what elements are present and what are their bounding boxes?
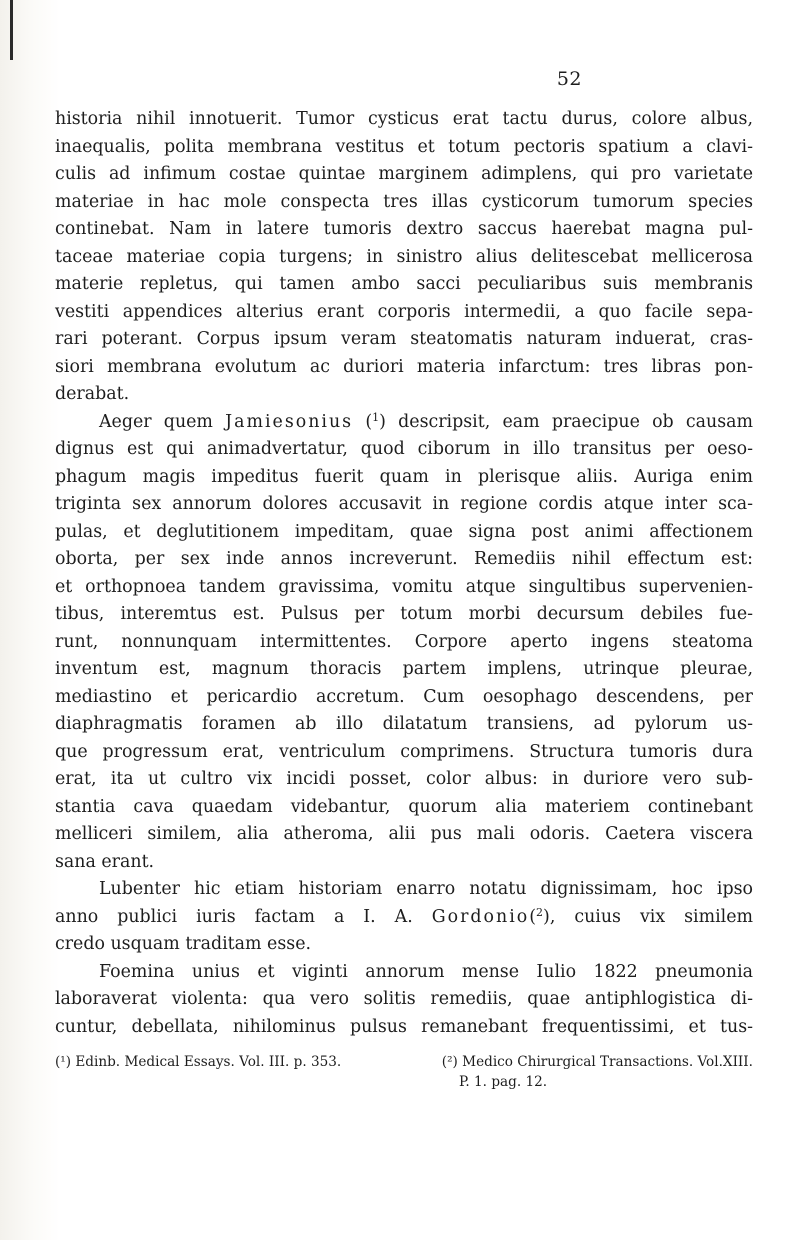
text-line: taceae materiae copia turgens; in sinistro alius delitescebat mellicerosa	[55, 246, 753, 267]
text-line: melliceri similem, alia atheroma, alii pus mali odoris. Caetera viscera	[55, 824, 753, 844]
text-fragment: descripsit, eam praecipue ob causam	[385, 411, 753, 432]
author-name: Gordonio	[431, 906, 530, 927]
text-line: siori membrana evolutum ac duriori materia infarctum: tres libras pon-	[55, 356, 753, 377]
text-fragment: , cuius vix similem	[549, 906, 753, 927]
author-name: Jamiesonius	[225, 411, 354, 432]
text-line: oborta, per sex inde annos increverunt. Remediis nihil effectum est:	[55, 549, 753, 569]
text-line: sana erant.	[55, 851, 155, 872]
text-line: materie repletus, qui tamen ambo sacci peculiaribus suis membranis	[55, 274, 753, 294]
text-line: dignus est qui animadvertatur, quod ciborum in illo transitus per oeso-	[55, 439, 753, 459]
text-line: Aeger quem Jamiesonius ($^1$) descripsit, eam praecipue ob causam	[99, 410, 753, 432]
footnote-ref: 1	[372, 410, 380, 424]
text-line: continebat. Nam in latere tumoris dextro saccus haerebat magna pul-	[55, 219, 753, 239]
text-line: inventum est, magnum thoracis partem implens, utrinque pleurae,	[55, 659, 753, 679]
text-line: historia nihil innotuerit. Tumor cysticus erat tactu durus, colore albus,	[55, 109, 753, 129]
text-line: credo usquam traditam esse.	[55, 934, 312, 954]
footnote-1: (¹) Edinb. Medical Essays. Vol. III. p. 353.	[55, 1054, 342, 1070]
page-number: 52	[556, 68, 582, 90]
text-line: inaequalis, polita membrana vestitus et totum pectoris spatium a clavi-	[55, 136, 753, 157]
text-line: Foemina unius et viginti annorum mense Iulio 1822 pneumonia	[99, 961, 753, 982]
text-line: pulas, et deglutitionem impeditam, quae signa post animi affectionem	[55, 521, 753, 542]
text-line: erat, ita ut cultro vix incidi posset, color albus: in duriore vero sub-	[55, 769, 753, 789]
text-line: Lubenter hic etiam historiam enarro notatu dignissimam, hoc ipso	[99, 879, 753, 899]
text-line: materiae in hac mole conspecta tres illas cysticorum tumorum species	[55, 191, 753, 212]
footnote-ref: 2	[536, 905, 544, 919]
text-line: diaphragmatis foramen ab illo dilatatum transiens, ad pylorum us-	[55, 714, 753, 734]
footnote-2-continuation: P. 1. pag. 12.	[459, 1074, 548, 1090]
text-line: que progressum erat, ventriculum comprimens. Structura tumoris dura	[55, 741, 753, 762]
text-line: rari poterant. Corpus ipsum veram steatomatis naturam induerat, cras-	[55, 329, 753, 349]
text-line: et orthopnoea tandem gravissima, vomitu atque singultibus supervenien-	[55, 576, 753, 597]
text-line: vestiti appendices alterius erant corporis intermedii, a quo facile sepa-	[55, 301, 753, 322]
body-text	[55, 106, 753, 1041]
text-line: mediastino et pericardio accretum. Cum oesophago descendens, per	[55, 686, 753, 707]
text-line: culis ad infimum costae quintae marginem adimplens, qui pro varietate	[55, 164, 753, 184]
footnotes	[55, 1052, 753, 1092]
text-line: laboraverat violenta: qua vero solitis remediis, quae antiphlogistica di-	[55, 989, 753, 1009]
binding-edge-line	[10, 0, 13, 60]
text-line: tibus, interemtus est. Pulsus per totum morbi decursum debiles fue-	[55, 604, 753, 624]
footnote-row	[55, 1052, 753, 1072]
text-line: stantia cava quaedam videbantur, quorum alia materiem continebant	[55, 796, 753, 817]
text-fragment: Aeger quem	[99, 411, 226, 432]
text-line: runt, nonnunquam intermittentes. Corpore aperto ingens steatoma	[55, 631, 753, 652]
footnote-2: (²) Medico Chirurgical Transactions. Vol.XIII.	[441, 1054, 753, 1070]
text-line: cuntur, debellata, nihilominus pulsus remanebant frequentissimi, et tus-	[55, 1016, 753, 1037]
text-line: triginta sex annorum dolores accusavit in regione cordis atque inter sca-	[55, 494, 753, 514]
text-line: derabat.	[55, 384, 130, 404]
text-line: anno publici iuris factam a I. A. Gordonio($^2$), cuius vix similem	[55, 905, 753, 927]
text-line: phagum magis impeditus fuerit quam in plerisque aliis. Auriga enim	[55, 466, 753, 487]
text-fragment: anno publici iuris factam a I. A.	[55, 906, 432, 927]
